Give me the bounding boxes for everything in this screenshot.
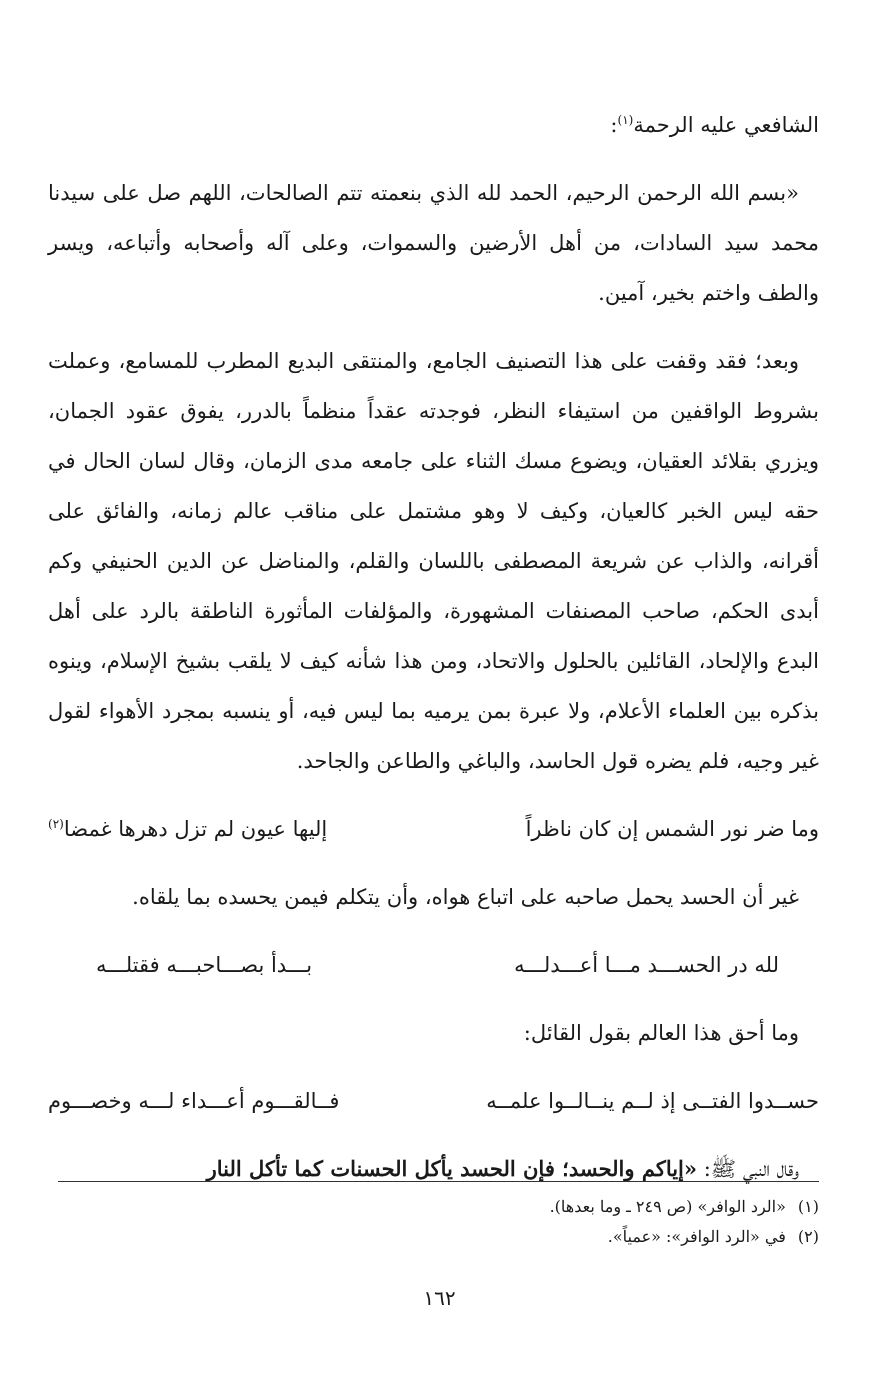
intro-line <box>48 100 819 150</box>
verse-2-second-hemistich: بـــدأ بصـــاحبـــه فقتلـــه <box>96 953 313 977</box>
footnote-1 <box>48 1192 819 1222</box>
hadith-intro: وقال النبي ﷺ: <box>697 1157 799 1181</box>
footnote-ref-1[interactable]: (١) <box>617 113 634 127</box>
verse-1-first-hemistich: وما ضر نور الشمس إن كان ناظراً <box>525 817 819 841</box>
footnote-1-text: «الرد الوافر» (ص ٢٤٩ ـ وما بعدها). <box>549 1197 786 1216</box>
verse-1 <box>48 804 819 854</box>
verse-3-first-hemistich: حســدوا الفتــى إذ لــم ينــالــوا علمــه <box>486 1089 819 1113</box>
verse-3 <box>48 1076 819 1126</box>
page-number: ١٦٢ <box>423 1286 456 1310</box>
hadith-text: «إياكم والحسد؛ فإن الحسد يأكل الحسنات كما تأكل النار <box>206 1156 698 1181</box>
main-text <box>48 100 819 1194</box>
verse-1-second-hemistich <box>48 804 327 854</box>
intro-colon: : <box>610 113 618 137</box>
footnote-ref-2[interactable]: (٢) <box>48 817 64 831</box>
hadith-line <box>48 1144 819 1194</box>
envy-paragraph: غير أن الحسد يحمل صاحبه على اتباع هواه، وأن يتكلم فيمن يحسده بما يلقاه. <box>132 885 799 909</box>
footnote-2-number: (٢) <box>797 1227 819 1246</box>
basmala-paragraph: «بسم الله الرحمن الرحيم، الحمد لله الذي بنعمته تتم الصالحات، اللهم صل على سيدنا محمد سيد السادات، من أهل الأرضين والسموات، وعلى آله وأصحابه وأتباعه، ويسر والطف واختم بخير، آمين. <box>48 181 819 305</box>
verse-2-first-hemistich: لله در الحســـد مـــا أعـــدلـــه <box>514 953 779 977</box>
intro-text: الشافعي عليه الرحمة <box>633 113 819 137</box>
main-paragraph: وبعد؛ فقد وقفت على هذا التصنيف الجامع، والمنتقى البديع المطرب للمسامع، وعملت بشروط الواقفين من استيفاء النظر، فوجدته عقداً منظماً بالدرر، يفوق عقود الجمان، ويزري بقلائد العقيان، ويضوع مسك الثناء على جامعه مدى الزمان، وقال لسان الحال في حقه ليس الخبر كالعيان، وكيف لا وهو مشتمل على مناقب عالم زمانه، والفائق على أقرانه، والذاب عن شريعة المصطفى باللسان والقلم، والمناضل عن الدين الحنيفي وكم أبدى الحكم، صاحب المصنفات المشهورة، والمؤلفات المأثورة الناطقة بالرد على أهل البدع والإلحاد، القائلين بالحلول والاتحاد، ومن هذا شأنه كيف لا يلقب بشيخ الإسلام، وينوه بذكره بين العلماء الأعلام، ولا عبرة بمن يرميه بما ليس فيه، أو ينسبه بمجرد الأهواء لقول غير وجيه، فلم يضره قول الحاسد، والباغي والطاعن والجاحد. <box>48 349 819 773</box>
footnote-2 <box>48 1222 819 1252</box>
footnote-1-number: (١) <box>797 1197 819 1216</box>
footnote-2-text: في «الرد الوافر»: «عمياً». <box>607 1227 786 1246</box>
saying-line: وما أحق هذا العالم بقول القائل: <box>523 1021 799 1045</box>
footnotes <box>48 1192 819 1252</box>
verse-2 <box>48 940 819 990</box>
verse-3-second-hemistich: فــالقـــوم أعـــداء لـــه وخصـــوم <box>48 1089 340 1113</box>
footnote-divider <box>58 1181 819 1182</box>
verse-1-second-text: إليها عيون لم تزل دهرها غمضا <box>63 817 328 841</box>
